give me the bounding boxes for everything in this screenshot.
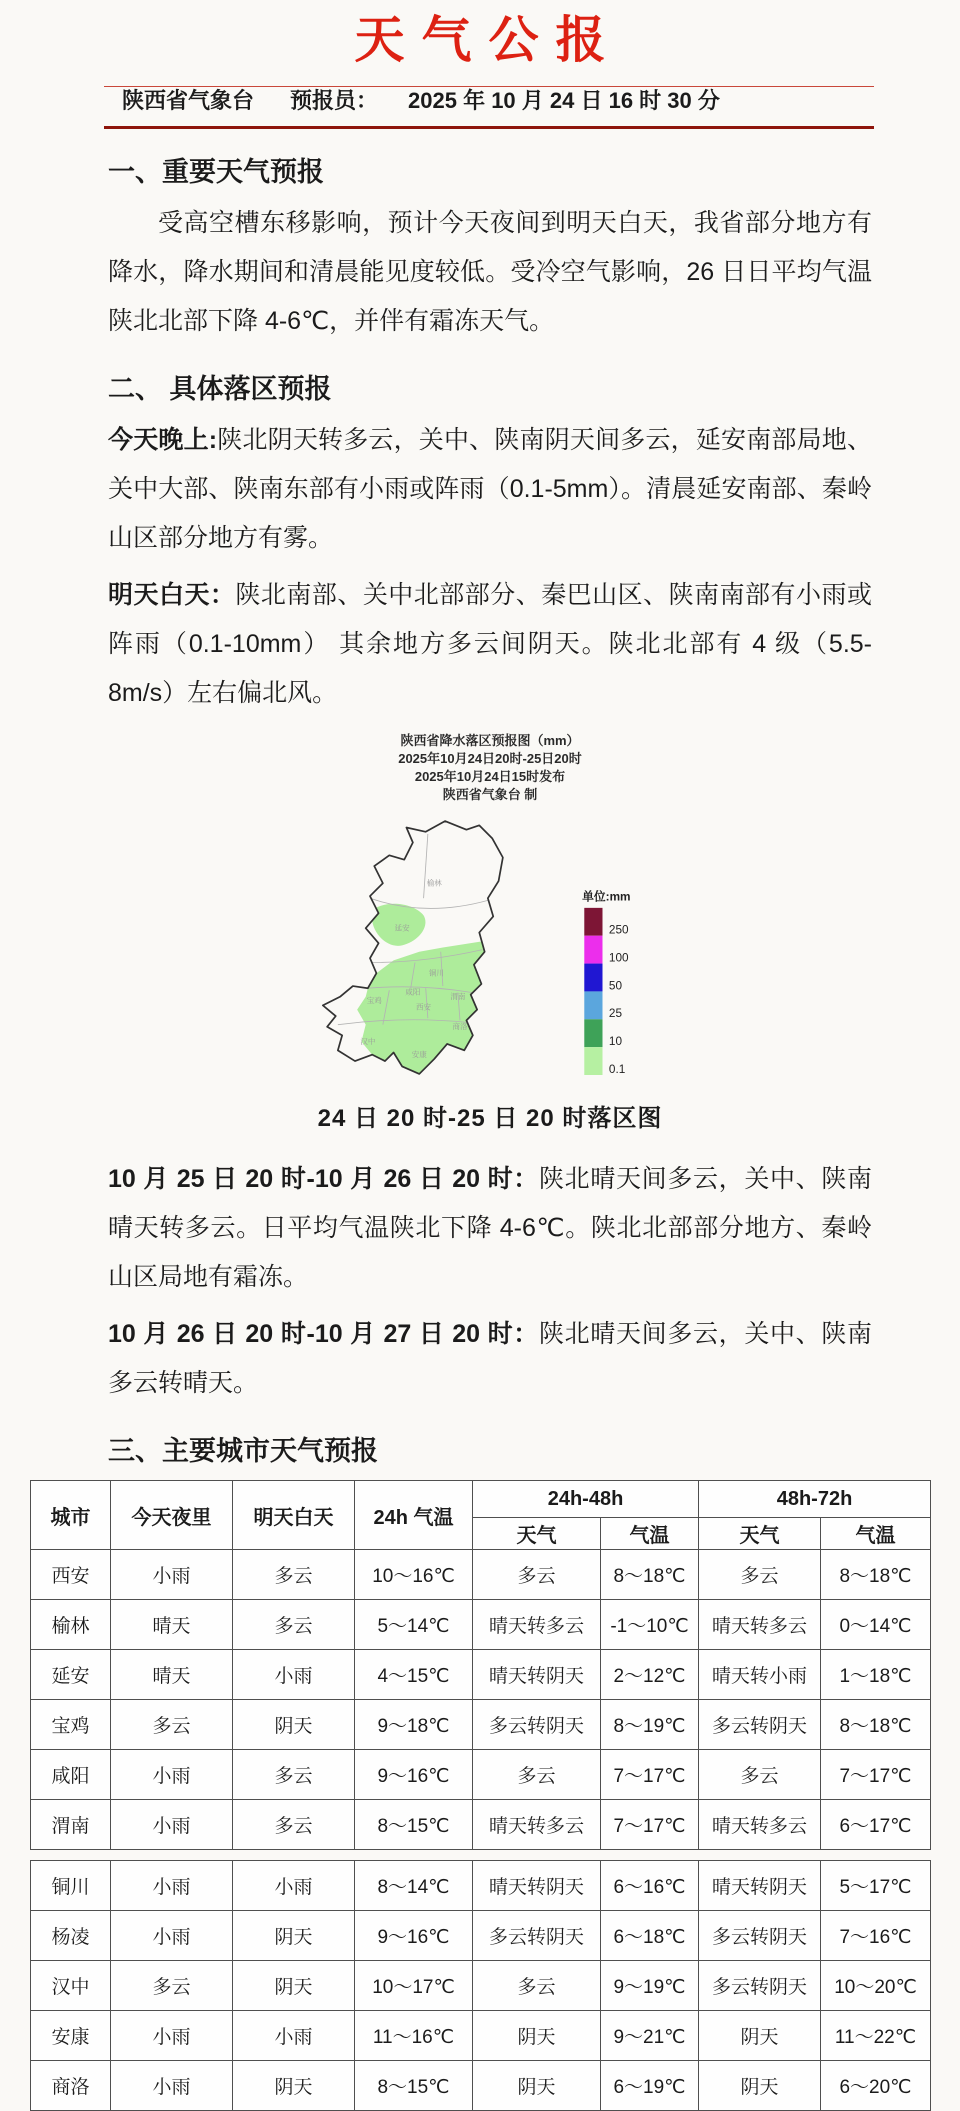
col-header-temp24: 24h 气温 — [355, 1481, 473, 1550]
map-label-yulin: 榆林 — [426, 878, 442, 888]
table-row-ankang: 安康 小雨 小雨 11～16℃ 阴天 9～21℃ 阴天 11～22℃ — [31, 2011, 931, 2061]
tomorrow-paragraph — [108, 571, 872, 718]
legend-label-10: 10 — [608, 1035, 623, 1048]
legend-title: 单位:mm — [582, 890, 631, 904]
map-caption: 24 日 20 时-25 日 20 时落区图 — [317, 1105, 663, 1132]
city-cell: 延安 — [31, 1650, 111, 1700]
issue-datetime: 2025 年 10 月 24 日 16 时 30 分 — [408, 88, 720, 113]
city-cell: 商洛 — [31, 2061, 111, 2111]
col-header-tomorrow: 明天白天 — [233, 1481, 355, 1550]
tonight-label: 今天晚上: — [108, 426, 218, 454]
day2-label: 10 月 25 日 20 时-10 月 26 日 20 时： — [108, 1165, 539, 1193]
map-label-baoji: 宝鸡 — [366, 996, 382, 1006]
table-row-xian: 西安 小雨 多云 10～16℃ 多云 8～18℃ 多云 8～18℃ — [31, 1550, 931, 1600]
table-row-xianyang: 咸阳 小雨 多云 9～16℃ 多云 7～17℃ 多云 7～17℃ — [31, 1750, 931, 1800]
page-title: 天气公报 — [354, 12, 623, 68]
legend-label-25: 25 — [608, 1007, 623, 1021]
legend-swatch-250 — [584, 908, 602, 936]
map-label-yanan: 延安 — [394, 923, 410, 933]
city-cell: 汉中 — [31, 1961, 111, 2011]
map-legend — [582, 889, 630, 1076]
table-row-yanan: 延安 晴天 小雨 4～15℃ 晴天转阴天 2～12℃ 晴天转小雨 1～18℃ — [31, 1650, 931, 1700]
table-row-yangling: 杨凌 小雨 阴天 9～16℃ 多云转阴天 6～18℃ 多云转阴天 7～16℃ — [31, 1911, 931, 1961]
forecaster-label: 预报员： — [290, 88, 379, 113]
city-cell: 西安 — [31, 1550, 111, 1600]
subheader-temp-4872: 气温 — [821, 1518, 931, 1550]
table-row-yulin: 榆林 晴天 多云 5～14℃ 晴天转多云 -1～10℃ 晴天转多云 0～14℃ — [31, 1600, 931, 1650]
section1-paragraph: 受高空槽东移影响，预计今天夜间到明天白天，我省部分地方有降水，降水期间和清晨能见度较低。受冷空气影响，26 日日平均气温陕北北部下降 4-6℃，并伴有霜冻天气。 — [108, 209, 872, 335]
city-cell: 咸阳 — [31, 1750, 111, 1800]
section2-heading: 二、 具体落区预报 — [108, 374, 332, 404]
city-cell: 铜川 — [31, 1861, 111, 1911]
city-forecast-table-2 — [30, 1860, 931, 2111]
col-header-24h-48h: 24h-48h — [473, 1481, 699, 1518]
col-header-48h-72h: 48h-72h — [699, 1481, 931, 1518]
legend-label-50: 50 — [608, 979, 623, 993]
city-cell: 安康 — [31, 2011, 111, 2061]
legend-swatch-01 — [584, 1047, 602, 1075]
map-title-line1: 陕西省降水落区预报图（mm） — [400, 733, 580, 748]
table-row-hanzhong: 汉中 多云 阴天 10～17℃ 多云 9～19℃ 多云转阴天 10～20℃ — [31, 1961, 931, 2011]
day2-paragraph — [108, 1155, 872, 1302]
day3-label: 10 月 26 日 20 时-10 月 27 日 20 时： — [108, 1320, 539, 1348]
table-row-tongchuan: 铜川 小雨 小雨 8～14℃ 晴天转阴天 6～16℃ 晴天转阴天 5～17℃ — [31, 1861, 931, 1911]
map-label-shangluo: 商洛 — [452, 1021, 468, 1031]
map-title-line2: 2025年10月24日20时-25日20时 — [398, 751, 582, 766]
map-label-xian: 西安 — [416, 1002, 432, 1012]
map-label-ankang: 安康 — [411, 1049, 427, 1059]
legend-swatch-10 — [584, 1019, 602, 1047]
city-forecast-table-1 — [30, 1480, 931, 1850]
table-row-baoji: 宝鸡 多云 阴天 9～18℃ 多云转阴天 8～19℃ 多云转阴天 8～18℃ — [31, 1700, 931, 1750]
map-title-line4: 陕西省气象台 制 — [442, 787, 538, 802]
legend-label-01: 0.1 — [608, 1062, 626, 1076]
map-label-tongchuan: 铜川 — [428, 968, 444, 978]
subheader-weather-4872: 天气 — [699, 1518, 821, 1550]
table-row-weinan: 渭南 小雨 多云 8～15℃ 晴天转多云 7～17℃ 晴天转多云 6～17℃ — [31, 1800, 931, 1850]
section1-heading: 一、重要天气预报 — [108, 157, 324, 187]
city-forecast-tables — [30, 1480, 960, 2111]
map-label-hanzhong: 汉中 — [360, 1036, 376, 1046]
tonight-paragraph — [108, 416, 872, 563]
city-cell: 渭南 — [31, 1800, 111, 1850]
table-row-shangluo: 商洛 小雨 阴天 8～15℃ 阴天 6～19℃ 阴天 6～20℃ — [31, 2061, 931, 2111]
subheader-weather-2448: 天气 — [473, 1518, 601, 1550]
station-name: 陕西省气象台 — [122, 88, 255, 113]
legend-label-250: 250 — [608, 923, 629, 937]
tomorrow-text: 陕北南部、关中北部部分、秦巴山区、陕南南部有小雨或阵雨（0.1-10mm） 其余地方多云间阴天。陕北北部有 4 级（5.5-8m/s）左右偏北风。 — [108, 581, 872, 707]
tomorrow-label: 明天白天： — [108, 581, 236, 609]
section3-heading: 三、主要城市天气预报 — [108, 1436, 378, 1466]
legend-swatch-25 — [584, 991, 602, 1019]
legend-swatch-100 — [584, 936, 602, 964]
province-map-group — [323, 821, 503, 1074]
map-label-weinan: 渭南 — [450, 991, 466, 1001]
meta-line — [104, 86, 874, 129]
city-cell: 宝鸡 — [31, 1700, 111, 1750]
col-header-tonight: 今天夜里 — [111, 1481, 233, 1550]
map-label-xianyang: 咸阳 — [405, 987, 421, 997]
document-body — [0, 155, 960, 1468]
precip-map-figure — [108, 732, 872, 1133]
city-cell: 榆林 — [31, 1600, 111, 1650]
day2-text: 陕北晴天间多云，关中、陕南晴天转多云。日平均气温陕北下降 4-6℃。陕北北部部分地方、秦岭山区局地有霜冻。 — [108, 1165, 872, 1291]
map-title-line3: 2025年10月24日15时发布 — [414, 769, 566, 784]
city-cell: 杨凌 — [31, 1911, 111, 1961]
legend-swatch-50 — [584, 964, 602, 992]
day3-paragraph — [108, 1310, 872, 1408]
subheader-temp-2448: 气温 — [601, 1518, 699, 1550]
tonight-text: 陕北阴天转多云，关中、陕南阴天间多云，延安南部局地、关中大部、陕南东部有小雨或阵雨（0.1-5mm）。清晨延安南部、秦岭山区部分地方有雾。 — [108, 426, 872, 552]
shaanxi-precip-map — [265, 806, 715, 1089]
legend-label-100: 100 — [608, 951, 629, 965]
day3-text: 陕北晴天间多云，关中、陕南多云转晴天。 — [108, 1320, 872, 1397]
col-header-city: 城市 — [31, 1481, 111, 1550]
